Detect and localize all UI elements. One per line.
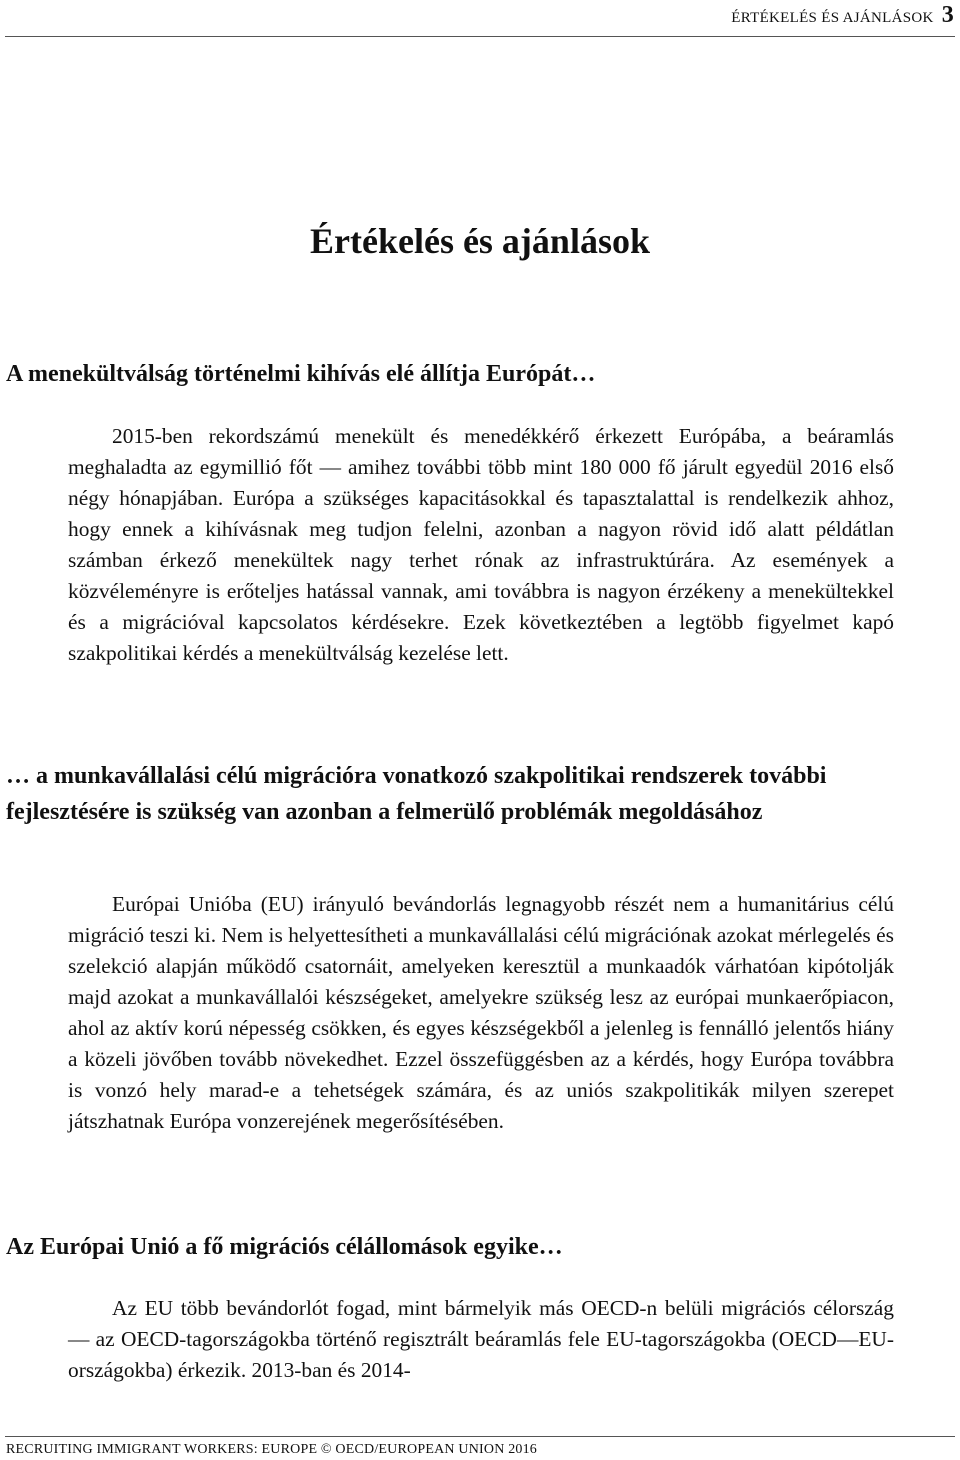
- section-paragraph-3: Az EU több bevándorlót fogad, mint bármelyik más OECD-n belüli migrációs célország ― az OECD-tagországokba történő regisztrált beáramlás fele EU-tagországokba (OECD―EU-országokba) érkezik. 2013-ban és 2014-: [68, 1296, 894, 1382]
- section-heading-3: Az Európai Unió a fő migrációs célállomások egyike…: [6, 1234, 563, 1260]
- page-number: 3: [941, 2, 954, 28]
- footer-divider: [5, 1436, 955, 1437]
- section-paragraph-1: 2015-ben rekordszámú menekült és menedékkérő érkezett Európába, a beáramlás meghaladta az egymillió főt ― amihez további több mint 180 000 fő járult egyedül 2016 első négy hónapjában. Európa a szükséges kapacitásokkal és tapasztalattal is rendelkezik ahhoz, hogy ennek a kihívásnak meg tudjon felelni, azonban a nagyon rövid idő alatt példátlan számban érkező menekültek nagy terhet rónak az infrastruktúrára. Az események a közvéleményre is erőteljes hatással vannak, ami továbbra is nagyon érzékeny a menekültekkel és a migrációval kapcsolatos kérdésekre. Ezek következtében a legtöbb figyelmet kapó szakpolitikai kérdés a menekültválság kezelése lett.: [68, 424, 894, 665]
- running-header: [731, 2, 954, 29]
- header-divider: [5, 36, 955, 37]
- section-paragraph-2: Európai Unióba (EU) irányuló bevándorlás legnagyobb részét nem a humanitárius célú migráció teszi ki. Nem is helyettesítheti a munkavállalási célú migrációnak azokat mérlegelés és szelekció alapján működő csatornáit, amelyeken keresztül a munkaadók várhatóan kipótolják majd azokat a munkavállalói készségeket, amelyekre szükség lesz az európai munkaerőpiacon, ahol az aktív korú népesség csökken, és egyes készségekből a jelenleg is fennálló jelentős hiány a közeli jövőben tovább növekedhet. Ezzel összefüggésben az a kérdés, hogy Európa továbbra is vonzó hely marad-e a tehetségek számára, és az uniós szakpolitikák milyen szerepet játszhatnak Európa vonzerejének megerősítésében.: [68, 892, 894, 1133]
- section-heading-2: … a munkavállalási célú migrációra vonatkozó szakpolitikai rendszerek további fejlesztésére is szükség van azonban a felmerülő problémák megoldásához: [6, 763, 827, 825]
- section-heading-1: A menekültválság történelmi kihívás elé állítja Európát…: [6, 361, 596, 387]
- running-title: ÉRTÉKELÉS ÉS AJÁNLÁSOK: [731, 10, 934, 26]
- page-footer: RECRUITING IMMIGRANT WORKERS: EUROPE © OECD/EUROPEAN UNION 2016: [6, 1442, 538, 1457]
- chapter-title: Értékelés és ajánlások: [310, 221, 650, 261]
